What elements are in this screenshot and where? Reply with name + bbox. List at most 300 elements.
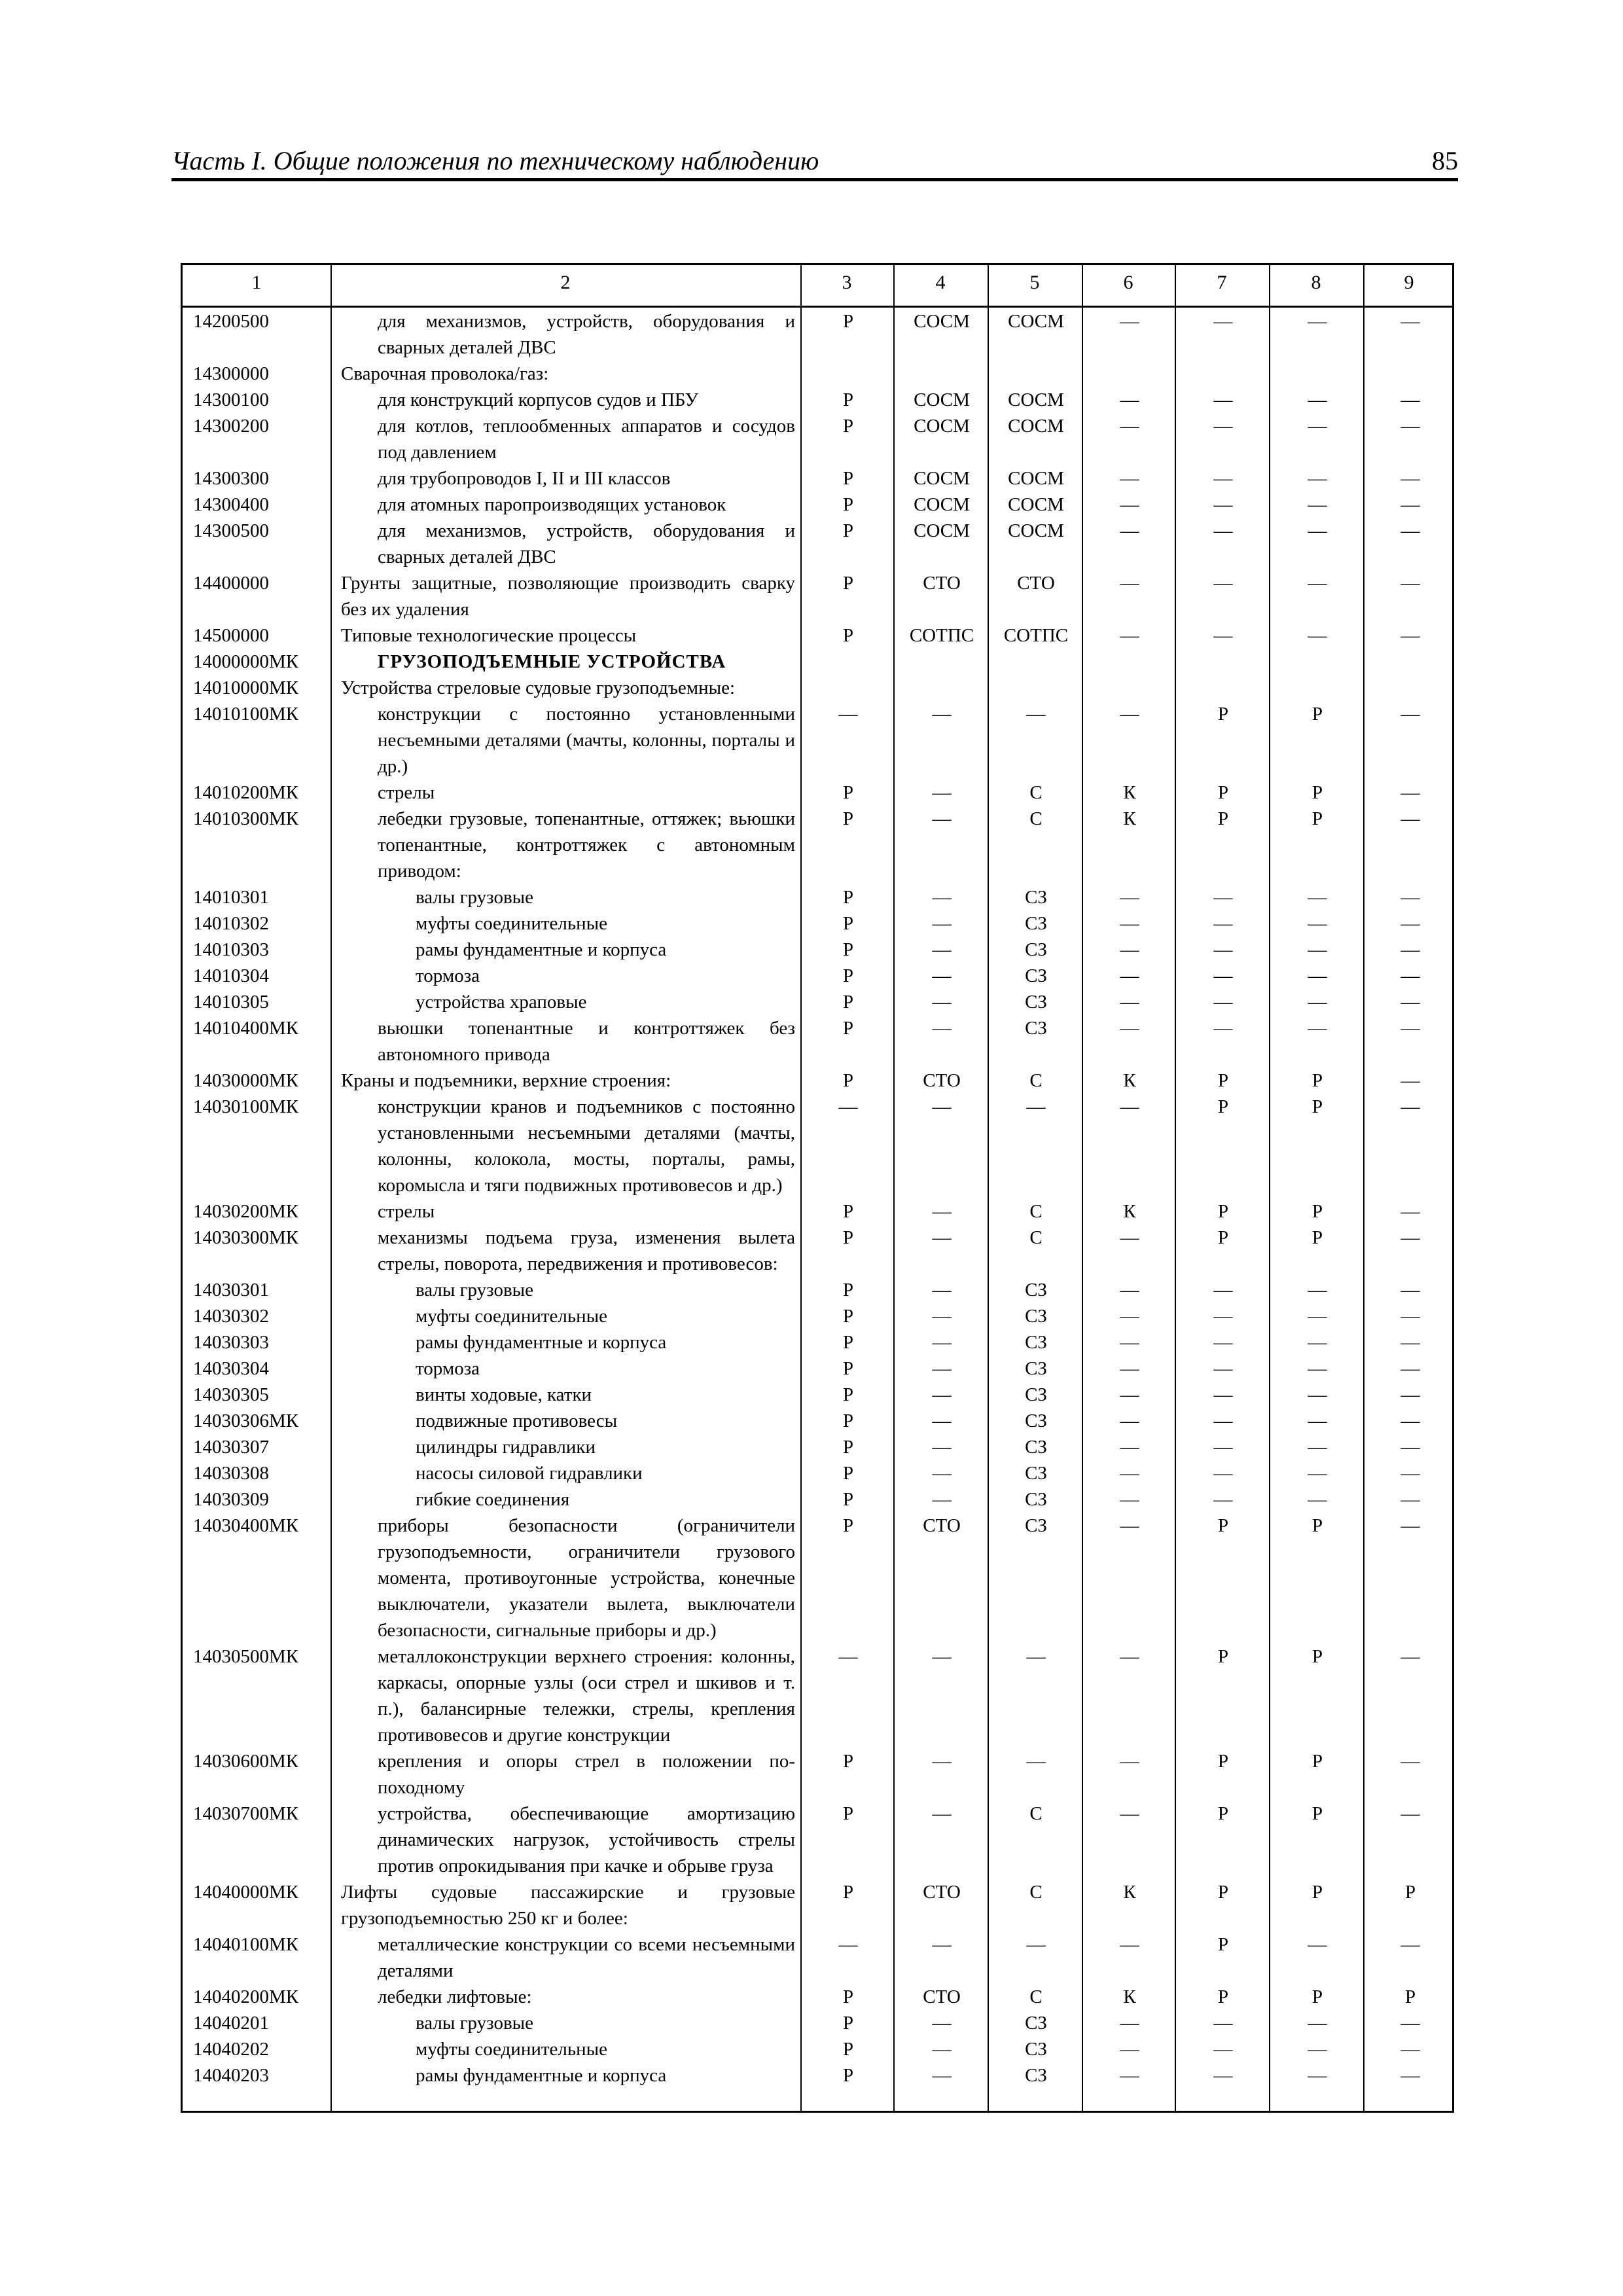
row-value-col7: — [1213, 468, 1233, 489]
row-value-col9: — [1400, 1751, 1420, 1772]
row-value-col3: Р [842, 2013, 854, 2034]
row-value-col3: Р [842, 913, 854, 934]
row-value-col8: Р [1311, 1201, 1323, 1222]
table-row [183, 989, 1452, 1015]
table-row [183, 910, 1452, 937]
row-value-col3: Р [842, 1410, 854, 1431]
row-value-col6: — [1120, 913, 1139, 934]
row-value-col5: СЗ [1025, 992, 1047, 1013]
row-value-col7: — [1213, 1018, 1233, 1039]
row-value-col5: С [1029, 1227, 1043, 1248]
table-row [183, 492, 1452, 518]
column-header-8: 8 [1311, 272, 1321, 293]
row-value-col4: — [932, 913, 952, 934]
page-number: 85 [1432, 146, 1458, 175]
row-code: 14030000МК [193, 1070, 299, 1091]
row-code: 14300400 [193, 494, 269, 515]
row-description: рамы фундаментные и корпуса [416, 2065, 667, 2086]
row-value-col7: — [1213, 1410, 1233, 1431]
row-value-col8: — [1308, 1332, 1327, 1353]
row-code: 14030100МК [193, 1096, 299, 1117]
row-value-col9: — [1400, 1332, 1420, 1353]
row-value-col7: — [1213, 2039, 1233, 2060]
row-value-col7: — [1213, 311, 1233, 332]
row-value-col8: Р [1311, 1986, 1323, 2007]
row-value-col5: — [1026, 1934, 1046, 1955]
row-code: 14010304 [193, 965, 269, 986]
row-value-col5: СЗ [1025, 2039, 1047, 2060]
row-value-col8: — [1308, 2039, 1327, 2060]
row-code: 14030400МК [193, 1515, 299, 1536]
row-value-col7: Р [1217, 1227, 1229, 1248]
row-code: 14030305 [193, 1384, 269, 1405]
table-row [183, 1198, 1452, 1225]
row-value-col4: — [932, 1463, 952, 1484]
table-row [183, 308, 1452, 361]
row-value-col9: — [1400, 389, 1420, 410]
row-value-col6: К [1123, 782, 1136, 803]
row-value-col4: СОСМ [914, 389, 970, 410]
row-value-col7: — [1213, 494, 1233, 515]
row-value-col4: — [932, 992, 952, 1013]
table-row [183, 806, 1452, 884]
row-value-col3: Р [842, 1882, 854, 1903]
row-value-col6: — [1120, 704, 1139, 725]
table-row [183, 884, 1452, 910]
row-value-col4: — [932, 1437, 952, 1458]
row-value-col7: — [1213, 913, 1233, 934]
row-value-col9: — [1400, 965, 1420, 986]
table-row [183, 1094, 1452, 1198]
row-value-col6: — [1120, 1227, 1139, 1248]
row-value-col3: Р [842, 1332, 854, 1353]
row-value-col6: — [1120, 2065, 1139, 2086]
table-body [183, 308, 1452, 2089]
table-row [183, 465, 1452, 492]
row-value-col3: Р [842, 808, 854, 829]
row-value-col7: — [1213, 1384, 1233, 1405]
row-value-col3: — [838, 1934, 858, 1955]
row-value-col6: К [1123, 1070, 1136, 1091]
table-row [183, 1067, 1452, 1094]
row-value-col6: — [1120, 965, 1139, 986]
row-value-col3: Р [842, 1018, 854, 1039]
row-value-col6: — [1120, 939, 1139, 960]
row-value-col7: Р [1217, 1803, 1229, 1824]
row-value-col5: СОСМ [1008, 468, 1064, 489]
row-value-col9: — [1400, 573, 1420, 594]
table-row [183, 1015, 1452, 1067]
row-value-col5: СТО [1017, 573, 1055, 594]
row-description: лебедки грузовые, топенантные, оттяжек; вьюшки топенантные, контроттяжек с автономным приводом: [378, 808, 795, 882]
row-value-col5: СЗ [1025, 1384, 1047, 1405]
table-row [183, 1434, 1452, 1460]
row-value-col9: — [1400, 1515, 1420, 1536]
row-code: 14030302 [193, 1306, 269, 1327]
row-value-col9: — [1400, 1280, 1420, 1300]
row-value-col8: — [1308, 1463, 1327, 1484]
row-value-col3: Р [842, 1515, 854, 1536]
row-code: 14030304 [193, 1358, 269, 1379]
row-code: 14300100 [193, 389, 269, 410]
row-value-col3: Р [842, 1227, 854, 1248]
row-value-col9: — [1400, 939, 1420, 960]
row-value-col4: — [932, 1018, 952, 1039]
row-value-col7: Р [1217, 1882, 1229, 1903]
row-code: 14500000 [193, 625, 269, 646]
row-value-col8: — [1308, 1489, 1327, 1510]
header-row-divider [183, 306, 1452, 308]
row-code: 14300200 [193, 416, 269, 437]
row-value-col4: СОСМ [914, 416, 970, 437]
table-row [183, 1643, 1452, 1748]
row-code: 14030301 [193, 1280, 269, 1300]
row-value-col3: Р [842, 494, 854, 515]
row-value-col7: — [1213, 1437, 1233, 1458]
row-value-col8: Р [1311, 808, 1323, 829]
table-row [183, 570, 1452, 622]
row-value-col3: Р [842, 389, 854, 410]
row-value-col9: — [1400, 808, 1420, 829]
row-value-col9: — [1400, 494, 1420, 515]
row-value-col9: — [1400, 1384, 1420, 1405]
row-description: насосы силовой гидравлики [416, 1463, 643, 1484]
row-description: вьюшки топенантные и контроттяжек без автономного привода [378, 1018, 795, 1065]
row-description: муфты соединительные [416, 2039, 607, 2060]
row-description: муфты соединительные [416, 1306, 607, 1327]
row-code: 14010305 [193, 992, 269, 1013]
row-value-col6: К [1123, 1201, 1136, 1222]
row-value-col8: — [1308, 2013, 1327, 2034]
row-value-col7: Р [1217, 1096, 1229, 1117]
row-value-col6: — [1120, 416, 1139, 437]
table-row [183, 1984, 1452, 2010]
row-code: 14040100МК [193, 1934, 299, 1955]
row-value-col5: СОСМ [1008, 311, 1064, 332]
row-value-col4: — [932, 1646, 952, 1667]
row-description: крепления и опоры стрел в положении по-походному [378, 1751, 795, 1798]
table-row [183, 361, 1452, 387]
row-value-col9: — [1400, 416, 1420, 437]
row-value-col5: СОСМ [1008, 494, 1064, 515]
row-value-col3: Р [842, 311, 854, 332]
row-value-col7: Р [1217, 808, 1229, 829]
row-value-col7: — [1213, 992, 1233, 1013]
row-value-col6: — [1120, 1646, 1139, 1667]
row-value-col7: Р [1217, 1986, 1229, 2007]
column-header-9: 9 [1404, 272, 1414, 293]
row-value-col5: СЗ [1025, 2065, 1047, 2086]
row-value-col5: С [1029, 1803, 1043, 1824]
row-value-col4: — [932, 1096, 952, 1117]
row-value-col3: Р [842, 1986, 854, 2007]
row-value-col6: — [1120, 2039, 1139, 2060]
row-value-col3: Р [842, 1489, 854, 1510]
row-value-col4: СТО [923, 1070, 961, 1091]
table-row [183, 963, 1452, 989]
row-value-col6: — [1120, 1358, 1139, 1379]
row-value-col3: Р [842, 1463, 854, 1484]
row-code: 14040000МК [193, 1882, 299, 1903]
row-code: 14010100МК [193, 704, 299, 725]
row-value-col4: — [932, 1489, 952, 1510]
row-value-col7: — [1213, 1489, 1233, 1510]
table-row [183, 675, 1452, 701]
row-value-col8: — [1308, 913, 1327, 934]
table-row [183, 518, 1452, 570]
row-value-col9: — [1400, 1803, 1420, 1824]
row-value-col3: Р [842, 2065, 854, 2086]
row-value-col5: СЗ [1025, 1332, 1047, 1353]
row-value-col9: — [1400, 1018, 1420, 1039]
row-value-col8: — [1308, 1437, 1327, 1458]
row-value-col6: — [1120, 625, 1139, 646]
row-value-col9: Р [1404, 1986, 1416, 2007]
row-value-col4: — [932, 1332, 952, 1353]
row-code: 14030303 [193, 1332, 269, 1353]
table-row [183, 1225, 1452, 1277]
row-code: 14030308 [193, 1463, 269, 1484]
column-header-2: 2 [560, 272, 571, 293]
row-code: 14400000 [193, 573, 269, 594]
row-value-col8: — [1308, 1358, 1327, 1379]
row-value-col9: — [1400, 913, 1420, 934]
row-code: 14030309 [193, 1489, 269, 1510]
row-value-col5: СОСМ [1008, 520, 1064, 541]
row-value-col9: — [1400, 1463, 1420, 1484]
table-row [183, 649, 1452, 675]
column-header-4: 4 [935, 272, 946, 293]
row-value-col6: — [1120, 1306, 1139, 1327]
row-value-col4: СОСМ [914, 311, 970, 332]
survey-table [181, 263, 1454, 2113]
row-value-col9: — [1400, 1070, 1420, 1091]
row-value-col7: — [1213, 1306, 1233, 1327]
row-value-col5: СЗ [1025, 1515, 1047, 1536]
row-description: рамы фундаментные и корпуса [416, 1332, 667, 1353]
row-code: 14040201 [193, 2013, 269, 2034]
table-row [183, 2062, 1452, 2089]
row-value-col8: Р [1311, 1096, 1323, 1117]
row-description: для механизмов, устройств, оборудования и сварных деталей ДВС [378, 520, 795, 567]
row-description: для конструкций корпусов судов и ПБУ [378, 389, 699, 410]
table-row [183, 387, 1452, 413]
column-header-5: 5 [1029, 272, 1040, 293]
row-value-col6: — [1120, 1384, 1139, 1405]
row-description: Типовые технологические процессы [341, 625, 637, 646]
row-description: Устройства стреловые судовые грузоподъемные: [341, 677, 736, 698]
row-value-col7: — [1213, 939, 1233, 960]
table-row [183, 780, 1452, 806]
row-description: приборы безопасности (ограничители грузоподъемности, ограничители грузового момента, противоугонные устройства, конечные выключатели, указатели вылета, выключатели безопасности, сигнальные приборы и др.) [378, 1515, 795, 1641]
row-value-col6: К [1123, 808, 1136, 829]
row-value-col4: — [932, 1201, 952, 1222]
row-value-col9: — [1400, 992, 1420, 1013]
row-value-col7: — [1213, 2065, 1233, 2086]
row-value-col4: — [932, 2039, 952, 2060]
row-value-col5: — [1026, 704, 1046, 725]
row-value-col9: — [1400, 2065, 1420, 2086]
row-value-col4: — [932, 1384, 952, 1405]
row-value-col4: — [932, 2013, 952, 2034]
row-value-col5: СЗ [1025, 1018, 1047, 1039]
row-description: для котлов, теплообменных аппаратов и сосудов под давлением [378, 416, 795, 463]
row-value-col5: — [1026, 1646, 1046, 1667]
row-description: конструкции кранов и подъемников с постоянно установленными несъемными деталями (мачты, колонны, колокола, мосты, порталы, рамы, коромысла и тяги подвижных противовесов и др.) [378, 1096, 795, 1196]
row-value-col4: СТО [923, 1515, 961, 1536]
row-value-col3: Р [842, 1358, 854, 1379]
row-value-col3: Р [842, 1384, 854, 1405]
row-value-col9: — [1400, 1646, 1420, 1667]
row-code: 14030600МК [193, 1751, 299, 1772]
row-value-col7: — [1213, 965, 1233, 986]
row-value-col7: Р [1217, 1515, 1229, 1536]
row-value-col8: — [1308, 1306, 1327, 1327]
row-value-col7: Р [1217, 782, 1229, 803]
table-row [183, 622, 1452, 649]
row-description: цилиндры гидравлики [416, 1437, 596, 1458]
row-value-col8: — [1308, 625, 1327, 646]
row-value-col6: — [1120, 494, 1139, 515]
row-value-col4: — [932, 808, 952, 829]
row-value-col7: — [1213, 520, 1233, 541]
row-value-col9: — [1400, 1096, 1420, 1117]
row-value-col5: С [1029, 1201, 1043, 1222]
row-value-col8: — [1308, 416, 1327, 437]
row-code: 14030200МК [193, 1201, 299, 1222]
row-value-col3: Р [842, 468, 854, 489]
column-header-3: 3 [842, 272, 852, 293]
row-value-col6: — [1120, 1018, 1139, 1039]
row-value-col5: С [1029, 1882, 1043, 1903]
row-description: валы грузовые [416, 2013, 533, 2034]
row-description: устройства, обеспечивающие амортизацию динамических нагрузок, устойчивость стрелы против опрокидывания при качке и обрыве груза [378, 1803, 795, 1876]
row-code: 14300000 [193, 363, 269, 384]
row-value-col7: Р [1217, 1751, 1229, 1772]
row-value-col7: — [1213, 389, 1233, 410]
row-value-col4: — [932, 2065, 952, 2086]
row-value-col4: — [932, 1751, 952, 1772]
row-value-col6: — [1120, 468, 1139, 489]
row-value-col9: — [1400, 887, 1420, 908]
row-code: 14040200МК [193, 1986, 299, 2007]
row-code: 14300300 [193, 468, 269, 489]
row-value-col9: — [1400, 1358, 1420, 1379]
row-value-col8: — [1308, 1018, 1327, 1039]
row-value-col7: — [1213, 1358, 1233, 1379]
row-value-col8: — [1308, 311, 1327, 332]
row-value-col8: — [1308, 573, 1327, 594]
row-description: тормоза [416, 1358, 480, 1379]
row-code: 14030306МК [193, 1410, 299, 1431]
row-value-col5: СОСМ [1008, 389, 1064, 410]
table-row [183, 1277, 1452, 1303]
row-code: 14040202 [193, 2039, 269, 2060]
row-code: 14010303 [193, 939, 269, 960]
row-value-col9: Р [1404, 1882, 1416, 1903]
row-description: валы грузовые [416, 1280, 533, 1300]
row-value-col8: — [1308, 1280, 1327, 1300]
row-value-col8: Р [1311, 704, 1323, 725]
row-value-col5: СОСМ [1008, 416, 1064, 437]
row-value-col5: СЗ [1025, 1463, 1047, 1484]
row-value-col7: — [1213, 887, 1233, 908]
table-row [183, 1931, 1452, 1984]
row-description: подвижные противовесы [416, 1410, 618, 1431]
row-value-col6: — [1120, 2013, 1139, 2034]
row-value-col9: — [1400, 704, 1420, 725]
table-row [183, 2010, 1452, 2036]
row-value-col5: С [1029, 808, 1043, 829]
row-value-col4: — [932, 1934, 952, 1955]
row-value-col7: Р [1217, 1201, 1229, 1222]
row-description: Лифты судовые пассажирские и грузовые грузоподъемностью 250 кг и более: [341, 1882, 795, 1929]
row-value-col8: Р [1311, 1515, 1323, 1536]
row-value-col8: — [1308, 965, 1327, 986]
row-value-col8: — [1308, 2065, 1327, 2086]
row-value-col3: Р [842, 1306, 854, 1327]
row-value-col6: — [1120, 1515, 1139, 1536]
row-value-col6: — [1120, 1437, 1139, 1458]
row-value-col6: — [1120, 1463, 1139, 1484]
row-description: Сварочная проволока/газ: [341, 363, 549, 384]
row-value-col5: — [1026, 1096, 1046, 1117]
row-description: конструкции с постоянно установленными несъемными деталями (мачты, колонны, порталы и др.) [378, 704, 795, 777]
row-value-col8: Р [1311, 1882, 1323, 1903]
row-value-col7: — [1213, 1332, 1233, 1353]
row-value-col5: СЗ [1025, 1358, 1047, 1379]
row-description: ГРУЗОПОДЪЕМНЫЕ УСТРОЙСТВА [378, 651, 726, 672]
row-code: 14030300МК [193, 1227, 299, 1248]
row-description: Грунты защитные, позволяющие производить сварку без их удаления [341, 573, 795, 620]
row-value-col6: — [1120, 1280, 1139, 1300]
row-value-col6: — [1120, 1096, 1139, 1117]
table-row [183, 1408, 1452, 1434]
row-value-col3: Р [842, 1751, 854, 1772]
row-value-col8: Р [1311, 1227, 1323, 1248]
row-value-col9: — [1400, 311, 1420, 332]
row-value-col3: — [838, 1096, 858, 1117]
row-value-col4: — [932, 965, 952, 986]
row-value-col5: СЗ [1025, 1410, 1047, 1431]
table-row [183, 937, 1452, 963]
row-value-col3: Р [842, 939, 854, 960]
row-value-col4: СОСМ [914, 520, 970, 541]
row-value-col9: — [1400, 520, 1420, 541]
row-value-col9: — [1400, 1934, 1420, 1955]
row-description: металлические конструкции со всеми несъемными деталями [378, 1934, 795, 1981]
row-value-col9: — [1400, 782, 1420, 803]
row-value-col7: Р [1217, 1934, 1229, 1955]
row-value-col3: — [838, 1646, 858, 1667]
row-value-col6: — [1120, 1332, 1139, 1353]
row-description: гибкие соединения [416, 1489, 570, 1510]
row-code: 14300500 [193, 520, 269, 541]
row-value-col7: Р [1217, 704, 1229, 725]
row-value-col3: — [838, 704, 858, 725]
row-value-col4: СОСМ [914, 468, 970, 489]
column-header-1: 1 [251, 272, 262, 293]
row-value-col5: СЗ [1025, 2013, 1047, 2034]
row-value-col7: — [1213, 2013, 1233, 2034]
table-row [183, 1460, 1452, 1486]
row-value-col4: — [932, 887, 952, 908]
row-value-col4: — [932, 1803, 952, 1824]
row-value-col8: — [1308, 389, 1327, 410]
row-value-col3: Р [842, 782, 854, 803]
row-value-col9: — [1400, 468, 1420, 489]
table-row [183, 701, 1452, 780]
